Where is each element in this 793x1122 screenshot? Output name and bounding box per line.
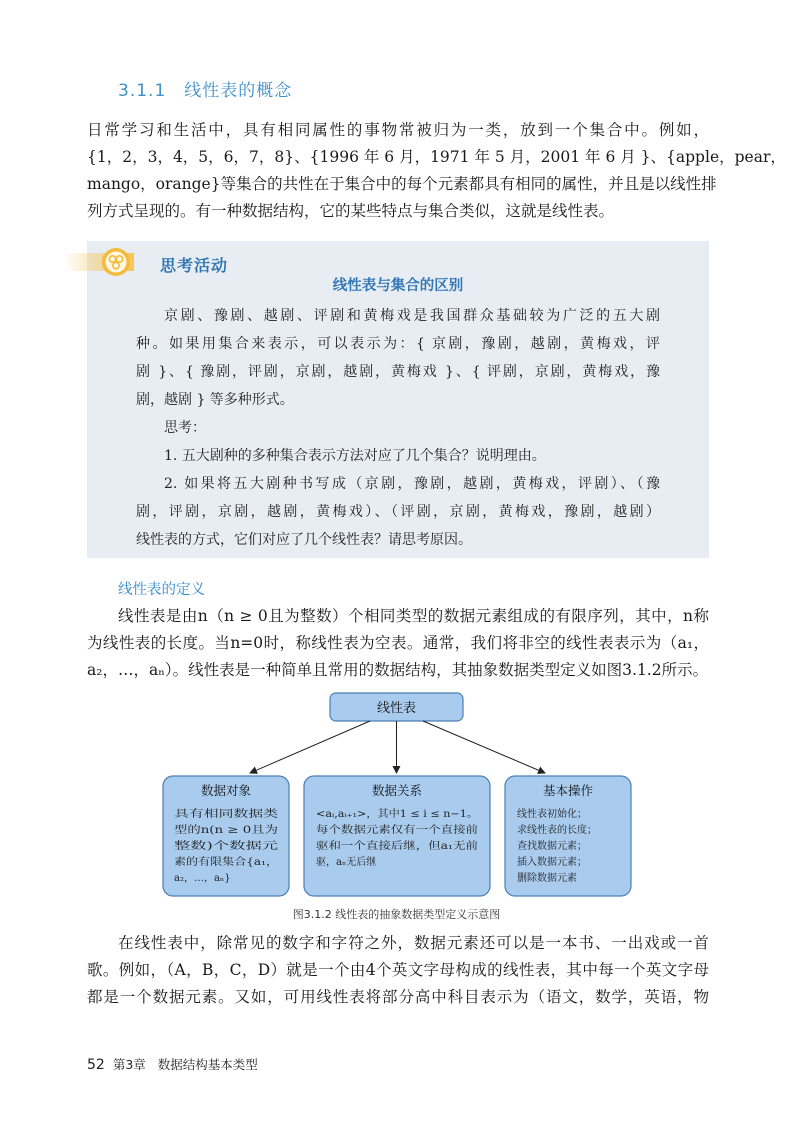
box-line: 线性表初始化； — [517, 809, 587, 820]
definition-line: 线性表是由n（n ≥ 0且为整数）个相同类型的数据元素组成的有限序列，其中，n称 — [118, 607, 709, 625]
definition-line: 为线性表的长度。当n=0时，称线性表为空表。通常，我们将非空的线性表表示为（a₁， — [87, 634, 709, 652]
activity-line: 剧，评剧，京剧，越剧，黄梅戏）、（评剧，京剧，黄梅戏，豫剧，越剧） — [136, 504, 660, 520]
activity-line: 剧 }、{ 豫剧，评剧，京剧，越剧，黄梅戏 }、{ 评剧，京剧，黄梅戏，豫 — [136, 364, 660, 380]
box-line: 查找数据元素； — [517, 841, 587, 852]
intro-line: {1，2，3，4，5，6，7，8}、{1996 年 6 月，1971 年 5 月，2001 年 6 月 }、{apple，pear， — [87, 148, 786, 166]
figure-caption: 图3.1.2 线性表的抽象数据类型定义示意图 — [292, 908, 501, 921]
box-line: 驱，aₙ无后继 — [316, 857, 377, 868]
activity-title: 线性表与集合的区别 — [332, 278, 464, 294]
arrow-left — [250, 721, 370, 773]
box-line: a₂，…，aₙ} — [174, 873, 231, 884]
chapter-title: 数据结构基本类型 — [157, 1057, 258, 1072]
activity-line: 2. 如果将五大剧种书写成（京剧，豫剧，越剧，黄梅戏，评剧）、（豫 — [164, 476, 660, 492]
box-line: 驱和一个直接后继，但a₁无前 — [316, 841, 446, 852]
section-number: 3.1.1 — [118, 81, 167, 101]
box-line: 求线性表的长度； — [517, 825, 597, 836]
closing-paragraph — [87, 930, 709, 1011]
intro-line: mango，orange}等集合的共性在于集合中的每个元素都具有相同的属性，并且是以线性排 — [87, 175, 717, 193]
box-line: 素的有限集合{a₁， — [174, 857, 261, 868]
activity-line: 京剧、豫剧、越剧、评剧和黄梅戏是我国群众基础较为广泛的五大剧 — [164, 308, 660, 324]
box-line: 型的n(n ≥ 0且为 — [174, 825, 252, 836]
box-title: 数据对象 — [200, 783, 252, 798]
activity-line: 剧，越剧 } 等多种形式。 — [136, 392, 294, 408]
box-line: <aᵢ,aᵢ₊₁>，其中1 ≤ i ≤ n−1。 — [316, 809, 462, 820]
page-footer — [87, 1055, 258, 1073]
arrow-right — [423, 721, 545, 773]
closing-line: 都是一个数据元素。又如，可用线性表将部分高中科目表示为（语文，数学，英语，物 — [87, 988, 709, 1006]
page-number: 52 — [87, 1057, 105, 1073]
section-title: 线性表的概念 — [184, 81, 293, 101]
chapter-number: 第3章 — [112, 1057, 146, 1072]
intro-line: 列方式呈现的。有一种数据结构，它的某些特点与集合类似，这就是线性表。 — [87, 202, 615, 220]
activity-label: 思考活动 — [160, 256, 229, 275]
closing-line: 在线性表中，除常见的数字和字符之外，数据元素还可以是一本书、一出戏或一首 — [118, 934, 709, 952]
box-line: 具有相同数据类 — [174, 809, 244, 820]
box-line: 删除数据元素 — [517, 873, 577, 884]
activity-line: 种。如果用集合来表示，可以表示为：{ 京剧，豫剧，越剧，黄梅戏，评 — [136, 336, 660, 352]
intro-line: 日常学习和生活中，具有相同属性的事物常被归为一类，放到一个集合中。例如， — [87, 121, 709, 139]
activity-line: 线性表的方式，它们对应了几个线性表？请思考原因。 — [136, 532, 472, 548]
box-line: 插入数据元素； — [517, 857, 587, 868]
definition-line: a₂，…，aₙ）。线性表是一种简单且常用的数据结构，其抽象数据类型定义如图3.1.2所示。 — [87, 661, 709, 679]
box-title: 数据关系 — [371, 783, 423, 798]
box-line: 每个数据元素仅有一个直接前 — [316, 825, 446, 836]
box-line: 整数)个数据元 — [174, 841, 238, 852]
root-label: 线性表 — [376, 701, 417, 716]
box-title: 基本操作 — [542, 783, 594, 798]
definition-heading: 线性表的定义 — [118, 582, 205, 598]
activity-line: 1. 五大剧种的多种集合表示方法对应了几个集合？说明理由。 — [164, 448, 546, 464]
closing-line: 歌。例如，（A，B，C，D）就是一个由4个英文字母构成的线性表，其中每一个英文字母 — [87, 961, 709, 979]
activity-line: 思考： — [164, 420, 206, 436]
